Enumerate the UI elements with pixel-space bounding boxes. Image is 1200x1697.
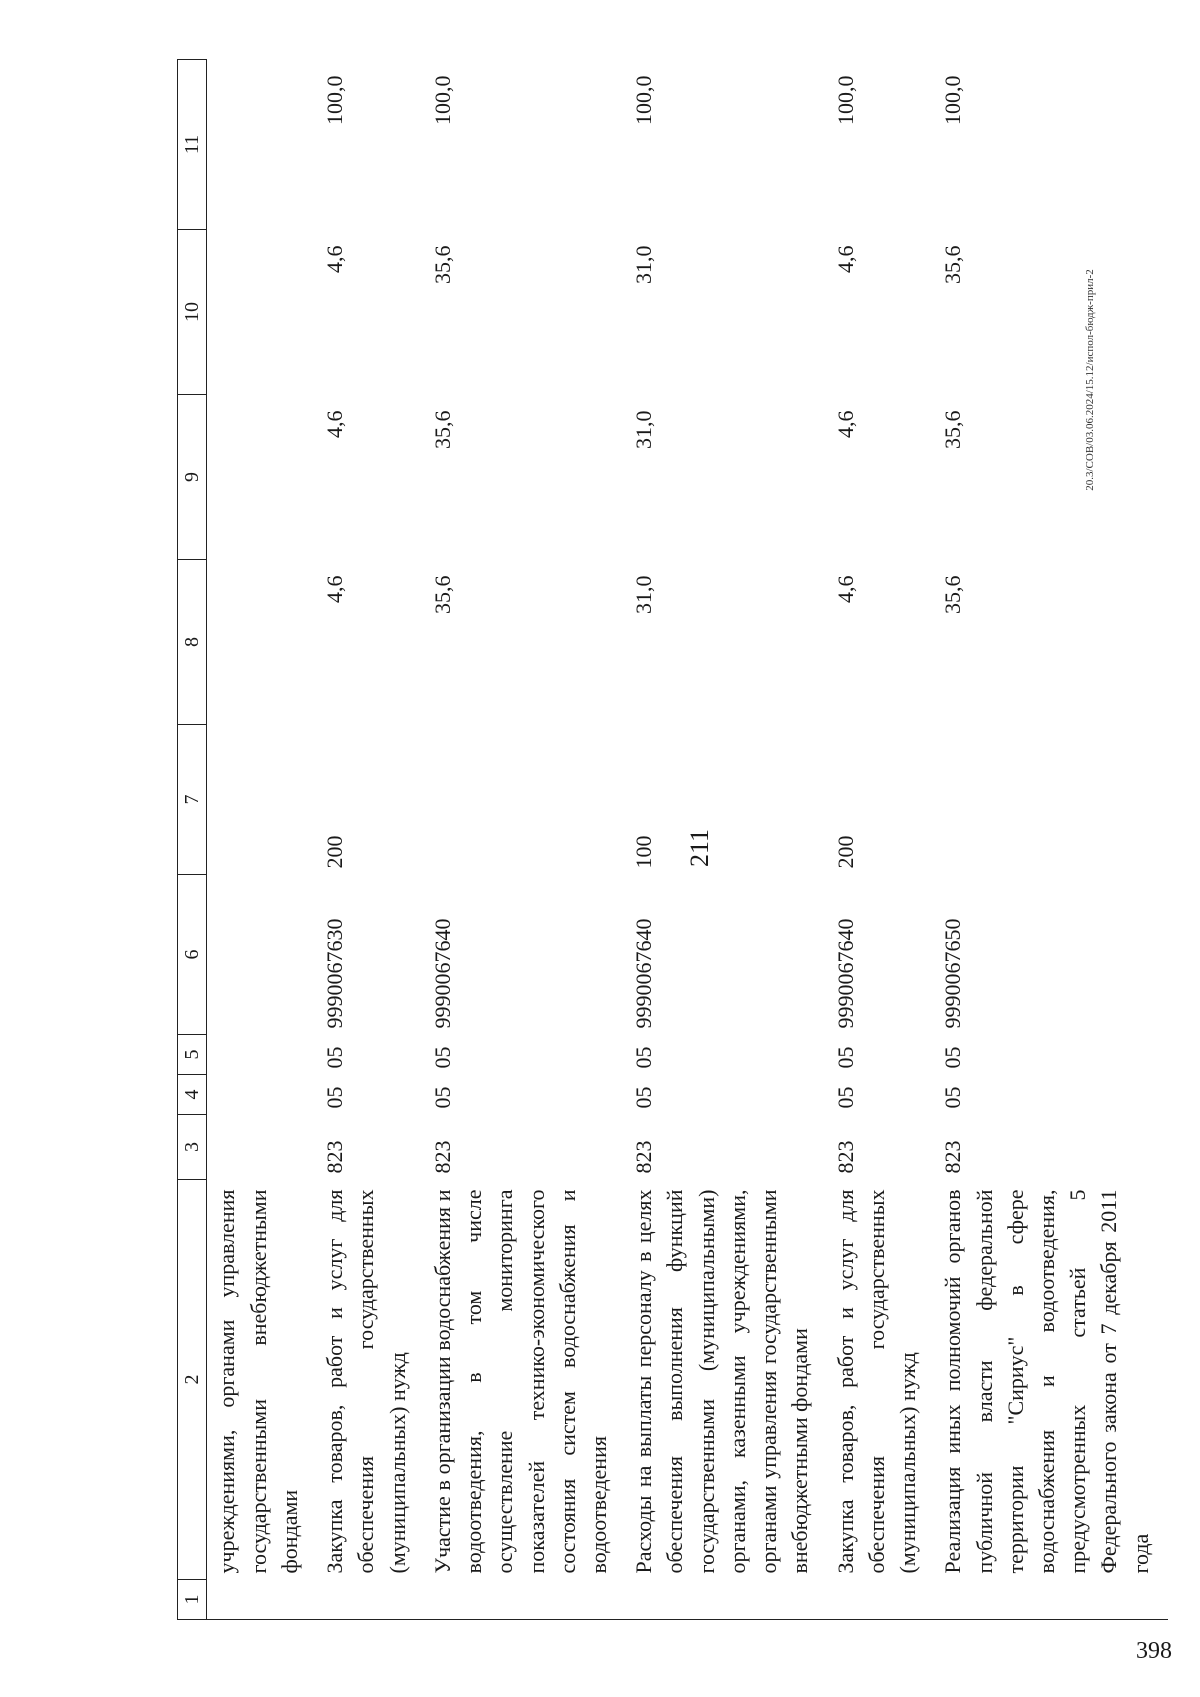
header-cell: 4 [178, 1075, 207, 1115]
cell-col10: 4,6 [832, 245, 858, 273]
cell-expense-type: 200 [322, 835, 348, 869]
cell-col11: 100,0 [631, 75, 657, 125]
cell-section: 05 [429, 1086, 455, 1109]
cell-col8: 4,6 [322, 575, 348, 603]
header-cell: 3 [178, 1115, 207, 1180]
cell-col11 [207, 60, 317, 230]
cell-section: 05 [322, 1086, 348, 1109]
cell-col8: 35,6 [429, 575, 455, 614]
cell-subsection: 05 [940, 1046, 966, 1069]
cell-col1 [626, 1580, 827, 1620]
budget-table-rotated [177, 60, 1200, 1620]
cell-expense-type [207, 725, 317, 875]
cell-subsection: 05 [322, 1046, 348, 1069]
header-cell: 10 [178, 230, 207, 395]
cell-col1 [828, 1580, 936, 1620]
cell-col1 [935, 1580, 1168, 1620]
cell-col9: 35,6 [940, 410, 966, 449]
cell-expense-type [425, 725, 626, 875]
cell-target-article: 9990067640 [429, 918, 455, 1029]
cell-admin-code: 823 [832, 1140, 858, 1174]
cell-col8 [207, 560, 317, 725]
cell-col1 [317, 1580, 425, 1620]
header-cell: 6 [178, 875, 207, 1035]
cell-col9 [207, 395, 317, 560]
cell-description: Закупка товаров, работ и услуг для обеспечения государственных (муниципальных) нужд [832, 1189, 921, 1574]
cell-description: Закупка товаров, работ и услуг для обеспечения государственных (муниципальных) нужд [322, 1189, 410, 1574]
cell-col8: 35,6 [940, 575, 966, 614]
table-row [207, 60, 317, 1620]
cell-expense-type: 200 [832, 835, 858, 869]
header-cell: 7 [178, 725, 207, 875]
cell-col9: 4,6 [832, 410, 858, 438]
cell-subsection: 05 [429, 1046, 455, 1069]
cell-col10: 4,6 [322, 245, 348, 273]
cell-subsection: 05 [832, 1046, 858, 1069]
table-row [828, 60, 936, 1620]
budget-table [177, 59, 1168, 1620]
cell-target-article: 9990067650 [940, 918, 966, 1029]
table-row [935, 60, 1168, 1620]
cell-admin-code: 823 [429, 1140, 455, 1174]
cell-admin-code: 823 [631, 1140, 657, 1174]
cell-col9: 4,6 [322, 410, 348, 438]
table-row [317, 60, 425, 1620]
document-code-note: 20.3/СОВ/03.06.2024/15.12/испол-бюдж-прил-2 [1084, 269, 1096, 491]
cell-expense-type [935, 725, 1168, 875]
cell-target-article: 9990067630 [322, 918, 348, 1029]
cell-col8: 31,0 [631, 575, 657, 614]
cell-expense-type: 100 [631, 835, 657, 869]
cell-target-article: 9990067640 [631, 918, 657, 1029]
cell-admin-code [207, 1115, 317, 1180]
cell-target-article [207, 875, 317, 1035]
table-row [425, 60, 626, 1620]
cell-col11: 100,0 [832, 75, 858, 125]
cell-col10: 31,0 [631, 245, 657, 284]
cell-description: Реализация иных полномочий органов публичной власти федеральной территории "Сириус" в сфере водоснабжения и водоотведения, предусмотренных статьей 5 Федерального закона от 7 декабря 2011 года [940, 1189, 1153, 1574]
cell-subsection: 05 [631, 1046, 657, 1069]
cell-section: 05 [832, 1086, 858, 1109]
cell-col11: 100,0 [429, 75, 455, 125]
cell-description: Расходы на выплаты персоналу в целях обеспечения выполнения функций государственными (муниципальными) органами, казенными учреждениями, органами управления государственными внебюджетными фондами [631, 1189, 813, 1574]
cell-admin-code: 823 [940, 1140, 966, 1174]
cell-col9: 35,6 [429, 410, 455, 449]
cell-col10: 35,6 [940, 245, 966, 284]
page-number-top: 211 [685, 828, 714, 868]
header-cell: 1 [178, 1580, 207, 1620]
page-number-bottom: 398 [1136, 1638, 1172, 1664]
header-cell: 8 [178, 560, 207, 725]
cell-col11: 100,0 [940, 75, 966, 125]
cell-col10: 35,6 [429, 245, 455, 284]
cell-section: 05 [940, 1086, 966, 1109]
cell-description: учреждениями, органами управления государственными внебюджетными фондами [214, 1189, 302, 1574]
header-cell: 2 [178, 1180, 207, 1580]
cell-section: 05 [631, 1086, 657, 1109]
cell-col8: 4,6 [832, 575, 858, 603]
table-header-row [178, 60, 207, 1620]
header-cell: 11 [178, 60, 207, 230]
cell-section [207, 1075, 317, 1115]
header-cell: 5 [178, 1035, 207, 1075]
cell-col1 [207, 1580, 317, 1620]
header-cell: 9 [178, 395, 207, 560]
cell-col10 [207, 230, 317, 395]
cell-col9: 31,0 [631, 410, 657, 449]
table-row [626, 60, 827, 1620]
cell-col1 [425, 1580, 626, 1620]
cell-col11: 100,0 [322, 75, 348, 125]
cell-description: Участие в организации водоснабжения и водоотведения, в том числе осуществление мониторинга показателей технико-экономического состояния систем водоснабжения и водоотведения [429, 1189, 611, 1574]
cell-admin-code: 823 [322, 1140, 348, 1174]
cell-target-article: 9990067640 [832, 918, 858, 1029]
cell-subsection [207, 1035, 317, 1075]
